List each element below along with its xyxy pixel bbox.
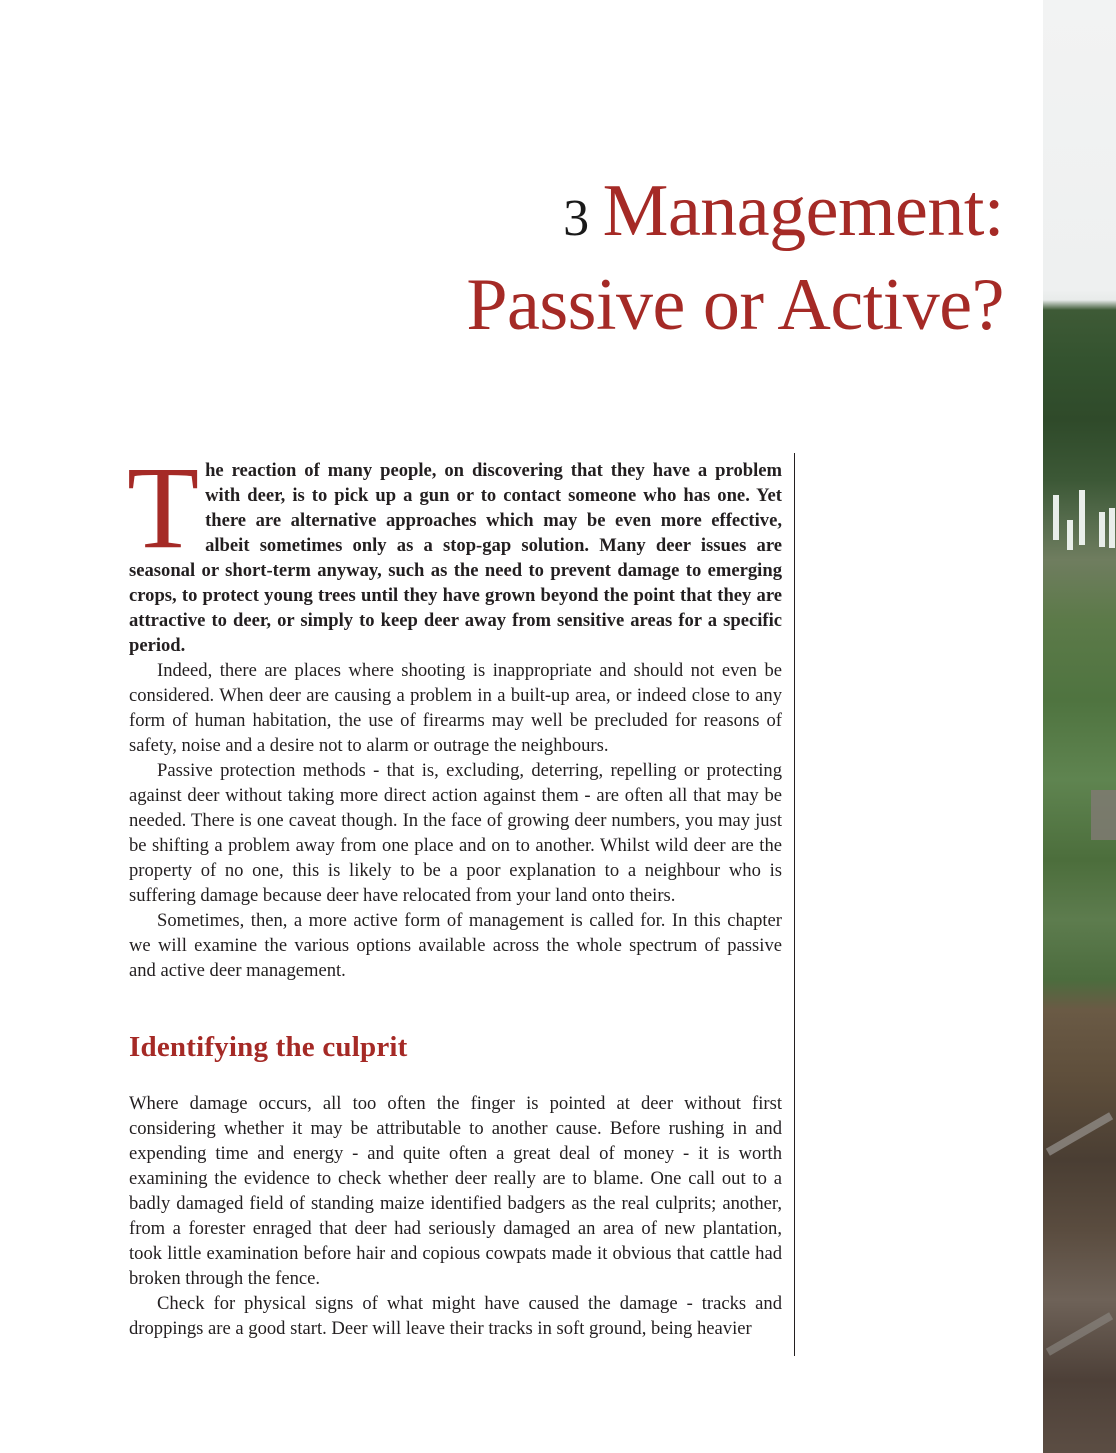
section-heading: Identifying the culprit bbox=[129, 1031, 408, 1063]
tree-guard bbox=[1109, 508, 1115, 548]
drop-cap: T bbox=[127, 442, 200, 573]
body-column bbox=[127, 442, 782, 1341]
intro-text: he reaction of many people, on discovering that they have a problem with deer, is to pick up a gun or to contact someone who has one. Yet there are alternative approaches which may be even more effective, albeit sometimes only as a stop-gap solution. Many deer issues are seasonal or short-term anyway, such as the need to prevent damage to emerging crops, to protect young trees until they have grown beyond the point that they are attractive to deer, or simply to keep deer away from sensitive areas for a specific period. bbox=[129, 460, 782, 656]
body-paragraph: Passive protection methods - that is, excluding, deterring, repelling or protecting against deer without taking more direct action against them - are often all that may be needed. There is one caveat though. In the face of growing deer numbers, you may just be shifting a problem away from one place and on to another. Whilst wild deer are the property of no one, this is likely to be a poor explanation to a neighbour who is suffering damage because deer have relocated from your land onto theirs. bbox=[129, 760, 782, 906]
body-paragraph: Sometimes, then, a more active form of management is called for. In this chapter we will examine the various options available across the whole spectrum of passive and active deer management. bbox=[129, 910, 782, 981]
chapter-title-main: Management: bbox=[602, 170, 1004, 252]
body-paragraph: Indeed, there are places where shooting is inappropriate and should not even be considered. When deer are causing a problem in a built-up area, or indeed close to any form of human habitation, the use of firearms may well be precluded for reasons of safety, noise and a desire not to alarm or outrage the neighbours. bbox=[129, 660, 782, 756]
tree-guard bbox=[1053, 495, 1059, 540]
woodland-photo bbox=[1043, 0, 1116, 1453]
chapter-number: 3 bbox=[563, 190, 589, 247]
chapter-title bbox=[466, 168, 1004, 348]
chapter-title-line-2: Passive or Active? bbox=[466, 264, 1004, 346]
section-paragraph: Check for physical signs of what might have caused the damage - tracks and droppings are a good start. Deer will leave their tracks in soft ground, being heavier bbox=[129, 1293, 782, 1339]
section-paragraph: Where damage occurs, all too often the finger is pointed at deer without first considering whether it may be attributable to another cause. Before rushing in and expending time and energy - and quite often a great deal of money - it is worth examining the evidence to check whether deer really are to blame. One call out to a badly damaged field of standing maize identified badgers as the real culprits; another, from a forester enraged that deer had seriously damaged an area of new plantation, took little examination before hair and copious cowpats made it obvious that cattle had broken through the fence. bbox=[129, 1093, 782, 1289]
chapter-title-line-1 bbox=[466, 168, 1004, 262]
fallen-branch bbox=[1046, 1112, 1113, 1155]
tree-guard bbox=[1067, 520, 1073, 550]
tree-guard bbox=[1099, 512, 1105, 547]
fallen-branch bbox=[1046, 1312, 1113, 1355]
tree-guard bbox=[1079, 490, 1085, 545]
tree-stump bbox=[1091, 790, 1116, 840]
intro-paragraph bbox=[127, 442, 782, 658]
column-rule bbox=[794, 453, 795, 1356]
